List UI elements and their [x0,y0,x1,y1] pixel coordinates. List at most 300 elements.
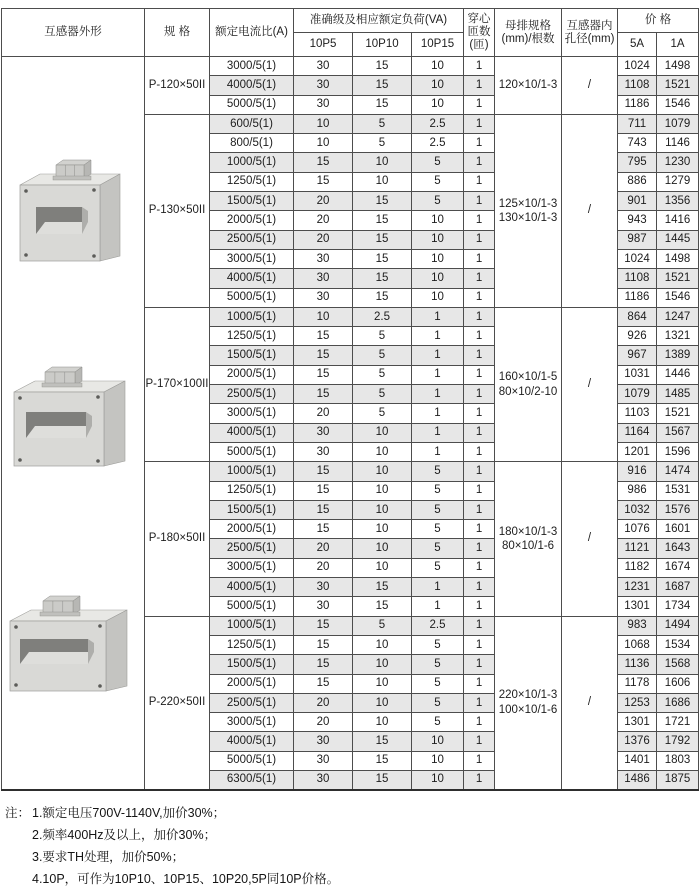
rated-current-ratio: 1000/5(1) [210,616,294,635]
load-10p15: 10 [412,751,464,770]
load-10p5: 30 [294,732,353,751]
col-header-shape: 互感器外形 [2,9,145,57]
price-5a: 967 [618,346,657,365]
rated-current-ratio: 800/5(1) [210,134,294,153]
rated-current-ratio: 2000/5(1) [210,211,294,230]
rated-current-ratio: 1000/5(1) [210,153,294,172]
busbar-spec-line: 160×10/1-5 [498,371,558,384]
busbar-spec [495,57,562,115]
core-turns: 1 [464,327,495,346]
note-text-4: 4.10P，可作为10P10、10P15、10P20,5P同10P价格。 [32,871,340,886]
load-10p5: 30 [294,578,353,597]
price-1a: 1521 [657,404,699,423]
rated-current-ratio: 1500/5(1) [210,500,294,519]
price-1a: 1721 [657,713,699,732]
load-10p10: 15 [353,288,412,307]
load-10p5: 15 [294,385,353,404]
busbar-line-1: 母排规格 [505,19,552,32]
price-1a: 1567 [657,423,699,442]
load-10p15: 5 [412,674,464,693]
load-10p5: 10 [294,134,353,153]
rated-current-ratio: 2500/5(1) [210,693,294,712]
price-5a: 1182 [618,558,657,577]
price-1a: 1596 [657,442,699,461]
core-turns: 1 [464,558,495,577]
core-turns: 1 [464,462,495,481]
price-1a: 1606 [657,674,699,693]
core-turns: 1 [464,57,495,76]
inner-hole-diameter: / [562,114,618,307]
price-5a: 1253 [618,693,657,712]
load-10p5: 15 [294,346,353,365]
transformer-photo [11,365,133,471]
rated-current-ratio: 2000/5(1) [210,674,294,693]
load-10p15: 5 [412,520,464,539]
price-5a: 983 [618,616,657,635]
load-10p15: 2.5 [412,114,464,133]
rated-current-ratio: 3000/5(1) [210,713,294,732]
load-10p10: 2.5 [353,307,412,326]
rated-current-ratio: 1500/5(1) [210,346,294,365]
load-10p15: 10 [412,249,464,268]
rated-current-ratio: 3000/5(1) [210,249,294,268]
spec-label: P-180×50II [145,462,210,616]
load-10p5: 20 [294,693,353,712]
core-turns: 1 [464,539,495,558]
busbar-spec-line: 80×10/1-6 [501,539,555,552]
load-10p10: 15 [353,211,412,230]
rated-current-ratio: 6300/5(1) [210,770,294,789]
load-10p15: 10 [412,211,464,230]
load-10p5: 15 [294,481,353,500]
price-5a: 987 [618,230,657,249]
price-1a: 1230 [657,153,699,172]
price-1a: 1389 [657,346,699,365]
core-turns: 1 [464,674,495,693]
load-10p10: 5 [353,346,412,365]
load-10p5: 15 [294,520,353,539]
price-5a: 711 [618,114,657,133]
price-1a: 1321 [657,327,699,346]
load-10p15: 5 [412,558,464,577]
load-10p5: 20 [294,211,353,230]
load-10p10: 10 [353,481,412,500]
load-10p10: 10 [353,655,412,674]
price-5a: 1178 [618,674,657,693]
price-1a: 1674 [657,558,699,577]
price-1a: 1498 [657,57,699,76]
notes [5,802,697,890]
core-turns: 1 [464,76,495,95]
price-1a: 1079 [657,114,699,133]
col-header-10p15: 10P15 [412,33,464,57]
price-5a: 1136 [618,655,657,674]
product-images-cell [2,57,145,790]
transformer-photo [7,595,137,697]
load-10p10: 15 [353,57,412,76]
col-header-price-group: 价 格 [618,9,699,33]
core-turns: 1 [464,770,495,789]
rated-current-ratio: 1500/5(1) [210,655,294,674]
price-1a: 1146 [657,134,699,153]
transformer-photo [16,157,128,265]
load-10p15: 5 [412,192,464,211]
load-10p15: 5 [412,693,464,712]
col-header-turns [464,9,495,57]
inner-hole-diameter: / [562,616,618,790]
load-10p5: 30 [294,423,353,442]
col-header-5a: 5A [618,33,657,57]
busbar-spec [495,616,562,790]
price-1a: 1531 [657,481,699,500]
price-1a: 1279 [657,172,699,191]
rated-current-ratio: 4000/5(1) [210,423,294,442]
load-10p15: 10 [412,288,464,307]
rated-current-ratio: 5000/5(1) [210,597,294,616]
load-10p10: 10 [353,713,412,732]
rated-current-ratio: 5000/5(1) [210,288,294,307]
price-1a: 1485 [657,385,699,404]
load-10p5: 15 [294,327,353,346]
transformer-photo-3 [7,595,137,701]
inner-hole-diameter: / [562,307,618,461]
busbar-spec-line: 100×10/1-6 [498,703,558,716]
busbar-spec-line: 125×10/1-3 [498,197,558,210]
core-turns: 1 [464,153,495,172]
price-1a: 1521 [657,76,699,95]
price-5a: 1486 [618,770,657,789]
load-10p5: 30 [294,597,353,616]
load-10p15: 10 [412,732,464,751]
load-10p5: 10 [294,307,353,326]
col-header-busbar [495,9,562,57]
note-text-1: 1.额定电压700V-1140V,加价30%； [32,805,226,820]
core-turns: 1 [464,732,495,751]
core-turns: 1 [464,520,495,539]
rated-current-ratio: 2500/5(1) [210,539,294,558]
product-images-wrap [2,57,144,789]
rated-current-ratio: 1250/5(1) [210,327,294,346]
load-10p5: 30 [294,76,353,95]
spec-label: P-120×50II [145,57,210,115]
rated-current-ratio: 5000/5(1) [210,442,294,461]
load-10p15: 10 [412,269,464,288]
load-10p15: 1 [412,597,464,616]
price-1a: 1643 [657,539,699,558]
load-10p10: 10 [353,153,412,172]
core-turns: 1 [464,481,495,500]
busbar-spec-line: 120×10/1-3 [498,79,558,92]
load-10p15: 5 [412,481,464,500]
load-10p5: 20 [294,558,353,577]
rated-current-ratio: 5000/5(1) [210,751,294,770]
core-turns: 1 [464,307,495,326]
price-1a: 1445 [657,230,699,249]
turns-line-1: 穿心 [467,13,491,26]
col-header-hole [562,9,618,57]
price-1a: 1247 [657,307,699,326]
price-5a: 795 [618,153,657,172]
price-5a: 943 [618,211,657,230]
price-5a: 1068 [618,635,657,654]
load-10p10: 15 [353,192,412,211]
core-turns: 1 [464,404,495,423]
rated-current-ratio: 1500/5(1) [210,192,294,211]
price-5a: 1121 [618,539,657,558]
load-10p10: 10 [353,635,412,654]
load-10p5: 20 [294,539,353,558]
rated-current-ratio: 4000/5(1) [210,269,294,288]
busbar-spec-line: 220×10/1-3 [498,689,558,702]
load-10p10: 10 [353,500,412,519]
load-10p5: 20 [294,713,353,732]
hole-line-2: 孔径(mm) [564,32,615,45]
price-5a: 864 [618,307,657,326]
inner-hole-diameter: / [562,462,618,616]
turns-line-3: (匝) [469,38,489,51]
price-1a: 1687 [657,578,699,597]
price-5a: 1201 [618,442,657,461]
load-10p5: 15 [294,365,353,384]
price-1a: 1356 [657,192,699,211]
load-10p5: 30 [294,269,353,288]
rated-current-ratio: 2500/5(1) [210,385,294,404]
note-line-2 [5,824,697,846]
load-10p15: 10 [412,770,464,789]
load-10p15: 5 [412,153,464,172]
price-1a: 1474 [657,462,699,481]
note-text-2: 2.频率400Hz及以上，加价30%； [32,827,217,842]
rated-current-ratio: 1000/5(1) [210,307,294,326]
load-10p10: 15 [353,249,412,268]
price-5a: 886 [618,172,657,191]
load-10p10: 15 [353,95,412,114]
price-5a: 1108 [618,269,657,288]
load-10p10: 15 [353,230,412,249]
load-10p10: 5 [353,616,412,635]
core-turns: 1 [464,269,495,288]
load-10p5: 15 [294,153,353,172]
core-turns: 1 [464,423,495,442]
rated-current-ratio: 4000/5(1) [210,732,294,751]
core-turns: 1 [464,95,495,114]
load-10p15: 1 [412,442,464,461]
price-1a: 1576 [657,500,699,519]
rated-current-ratio: 4000/5(1) [210,578,294,597]
table-header [2,9,699,57]
rated-current-ratio: 2500/5(1) [210,230,294,249]
load-10p10: 5 [353,404,412,423]
price-5a: 1301 [618,597,657,616]
load-10p15: 1 [412,365,464,384]
rated-current-ratio: 1250/5(1) [210,481,294,500]
rated-current-ratio: 600/5(1) [210,114,294,133]
core-turns: 1 [464,597,495,616]
load-10p5: 15 [294,172,353,191]
core-turns: 1 [464,713,495,732]
price-5a: 1186 [618,288,657,307]
busbar-spec-line: 80×10/2-10 [498,385,558,398]
spec-price-table [1,8,699,791]
spec-table-body [2,57,699,790]
load-10p15: 10 [412,95,464,114]
col-header-10p10: 10P10 [353,33,412,57]
load-10p5: 30 [294,442,353,461]
load-10p15: 2.5 [412,134,464,153]
load-10p5: 30 [294,249,353,268]
price-5a: 901 [618,192,657,211]
price-5a: 1376 [618,732,657,751]
load-10p10: 5 [353,385,412,404]
col-header-ratio: 额定电流比(A) [210,9,294,57]
load-10p15: 1 [412,578,464,597]
busbar-spec [495,462,562,616]
load-10p5: 20 [294,404,353,423]
load-10p5: 20 [294,230,353,249]
col-header-10p5: 10P5 [294,33,353,57]
price-5a: 1231 [618,578,657,597]
load-10p15: 1 [412,307,464,326]
page [0,8,697,886]
load-10p10: 10 [353,693,412,712]
note-line-1 [5,802,697,824]
price-1a: 1521 [657,269,699,288]
load-10p5: 15 [294,462,353,481]
core-turns: 1 [464,288,495,307]
load-10p15: 5 [412,655,464,674]
load-10p15: 10 [412,230,464,249]
busbar-spec [495,307,562,461]
load-10p10: 15 [353,76,412,95]
load-10p10: 15 [353,269,412,288]
turns-line-2: 匝数 [467,26,491,39]
core-turns: 1 [464,365,495,384]
price-5a: 1076 [618,520,657,539]
core-turns: 1 [464,134,495,153]
load-10p15: 5 [412,635,464,654]
load-10p5: 15 [294,616,353,635]
load-10p10: 10 [353,539,412,558]
price-1a: 1546 [657,288,699,307]
load-10p10: 10 [353,674,412,693]
notes-prefix: 注： [5,805,31,820]
col-header-spec: 规 格 [145,9,210,57]
rated-current-ratio: 3000/5(1) [210,57,294,76]
load-10p15: 1 [412,327,464,346]
price-5a: 1186 [618,95,657,114]
price-1a: 1734 [657,597,699,616]
hole-line-1: 互感器内 [566,19,613,32]
load-10p10: 15 [353,751,412,770]
price-5a: 1024 [618,249,657,268]
load-10p15: 5 [412,500,464,519]
price-1a: 1446 [657,365,699,384]
price-1a: 1803 [657,751,699,770]
price-1a: 1534 [657,635,699,654]
price-5a: 916 [618,462,657,481]
spec-label: P-130×50II [145,114,210,307]
load-10p5: 30 [294,751,353,770]
load-10p15: 10 [412,57,464,76]
load-10p10: 15 [353,578,412,597]
table-row [2,57,699,76]
load-10p15: 5 [412,172,464,191]
transformer-photo-1 [16,157,128,269]
load-10p15: 1 [412,346,464,365]
price-5a: 1301 [618,713,657,732]
load-10p10: 15 [353,732,412,751]
core-turns: 1 [464,249,495,268]
price-5a: 1103 [618,404,657,423]
load-10p10: 5 [353,327,412,346]
load-10p10: 10 [353,442,412,461]
load-10p5: 30 [294,288,353,307]
load-10p5: 15 [294,674,353,693]
core-turns: 1 [464,616,495,635]
load-10p5: 30 [294,95,353,114]
load-10p10: 10 [353,558,412,577]
rated-current-ratio: 1000/5(1) [210,462,294,481]
note-text-3: 3.要求TH处理，加价50%； [32,849,185,864]
load-10p5: 30 [294,770,353,789]
load-10p10: 15 [353,597,412,616]
price-1a: 1792 [657,732,699,751]
load-10p15: 1 [412,404,464,423]
rated-current-ratio: 5000/5(1) [210,95,294,114]
rated-current-ratio: 1250/5(1) [210,635,294,654]
price-1a: 1601 [657,520,699,539]
load-10p15: 5 [412,713,464,732]
price-5a: 1401 [618,751,657,770]
core-turns: 1 [464,655,495,674]
core-turns: 1 [464,114,495,133]
price-1a: 1875 [657,770,699,789]
load-10p5: 15 [294,655,353,674]
price-1a: 1494 [657,616,699,635]
load-10p5: 10 [294,114,353,133]
load-10p15: 5 [412,539,464,558]
load-10p15: 1 [412,423,464,442]
note-line-4 [5,868,697,890]
rated-current-ratio: 1250/5(1) [210,172,294,191]
rated-current-ratio: 2000/5(1) [210,365,294,384]
load-10p15: 10 [412,76,464,95]
transformer-photo-2 [11,365,133,475]
price-5a: 1108 [618,76,657,95]
price-1a: 1546 [657,95,699,114]
core-turns: 1 [464,172,495,191]
price-1a: 1416 [657,211,699,230]
note-line-3 [5,846,697,868]
load-10p10: 5 [353,365,412,384]
load-10p5: 15 [294,500,353,519]
load-10p5: 30 [294,57,353,76]
load-10p5: 20 [294,192,353,211]
price-5a: 1032 [618,500,657,519]
price-1a: 1686 [657,693,699,712]
load-10p15: 2.5 [412,616,464,635]
col-header-1a: 1A [657,33,699,57]
core-turns: 1 [464,751,495,770]
core-turns: 1 [464,211,495,230]
load-10p5: 15 [294,635,353,654]
price-1a: 1568 [657,655,699,674]
price-5a: 986 [618,481,657,500]
load-10p15: 5 [412,462,464,481]
price-5a: 1164 [618,423,657,442]
core-turns: 1 [464,635,495,654]
load-10p10: 10 [353,520,412,539]
